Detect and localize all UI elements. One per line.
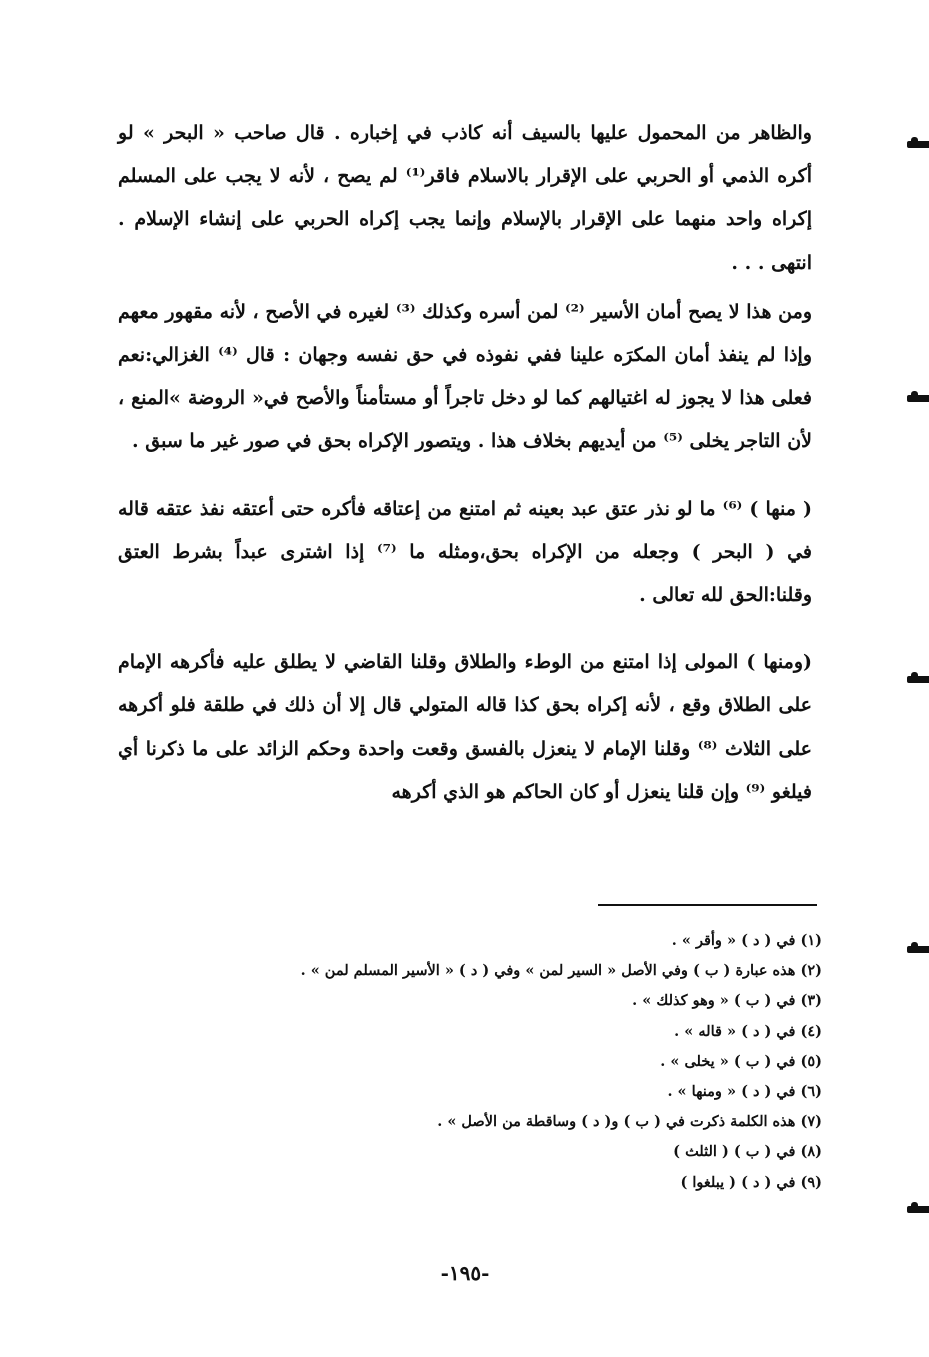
footnote-7: (٧) هذه الكلمة ذكرت في ( ب ) و( د ) وساقطة من الأصل » . <box>437 1113 822 1131</box>
footnotes <box>250 926 822 1198</box>
main-text <box>118 112 812 814</box>
scan-edge-mark <box>907 395 929 402</box>
footnote-4: (٤) في ( د ) « قاله » . <box>674 1022 822 1040</box>
paragraph-4: (ومنها ) المولى إذا امتنع من الوطء والطلاق وقلنا القاضي لا يطلق عليه فأكرهه الإمام على الطلاق وقع ، لأنه إكراه بحق كذا قاله المتولي قال إلا أن ذلك في طلقة فلو أكرهه على الثلاث ⁽⁸⁾ وقلنا الإمام لا ينعزل بالفسق وقعت واحدة وحكم الزائد على ما ذكرنا أي فيلغو ⁽⁹⁾ وإن قلنا ينعزل أو كان الحاكم هو الذي أكرهه <box>118 651 812 803</box>
footnote-3: (٣) في ( ب ) « وهو كذلك » . <box>632 992 822 1010</box>
footnote-9: (٩) في ( د ) ( يبلغوا ) <box>680 1173 822 1191</box>
scan-edge-mark <box>907 1206 929 1213</box>
paragraph-2: ومن هذا لا يصح أمان الأسير ⁽²⁾ لمن أسره وكذلك ⁽³⁾ لغيره في الأصح ، لأنه مقهور معهم وإذا لم ينفذ أمان المكرَه علينا ففي نفوذه في حق نفسه وجهان : قال ⁽⁴⁾ الغزالي:نعم فعلى هذا لا يجوز له اغتيالهم كما لو دخل تاجراً أو مستأمناً والأصح في« الروضة »المنع ، لأن التاجر يخلى ⁽⁵⁾ من أيديهم بخلاف هذا . ويتصور الإكراه بحق في صور غير ما سبق . <box>118 300 812 453</box>
footnote-6: (٦) في ( د ) « ومنها » . <box>667 1083 822 1101</box>
scan-edge-mark <box>907 946 929 953</box>
paragraph-3: ( منها ) ⁽⁶⁾ ما لو نذر عتق عبد بعينه ثم امتنع من إعتاقه فأكره حتى أعتقه نفذ عتقه قاله في ( البحر ) وجعله من الإكراه بحق،ومثله ما ⁽⁷⁾ إذا اشترى عبداً بشرط العتق وقلنا:الحق لله تعالى . <box>118 497 813 607</box>
scan-edge-mark <box>907 141 929 148</box>
footnote-5: (٥) في ( ب ) « يخلى » . <box>660 1052 822 1070</box>
footnote-separator <box>598 904 817 906</box>
footnote-1: (١) في ( د ) « وأقر » . <box>671 932 822 949</box>
scan-edge-mark <box>907 676 929 683</box>
paragraph-1: والظاهر من المحمول عليها بالسيف أنه كاذب في إخباره . قال صاحب « البحر » لو أكره الذمي أو الحربي على الإقرار بالاسلام فاقر⁽¹⁾ لم يصح ، لأنه لا يجب على المسلم إكراه واحد منهما على الإقرار بالإسلام وإنما يجب إكراه الحربي على إنشاء الإسلام . انتهى . . . <box>118 122 812 274</box>
footnote-2: (٢) هذه عبارة ( ب ) وفي الأصل « السير لمن » وفي ( د ) « الأسير المسلم لمن » . <box>300 962 822 980</box>
page-number: -١٩٥- <box>440 1261 490 1285</box>
footnote-8: (٨) في ( ب ) ( الثلث ) <box>673 1143 822 1161</box>
